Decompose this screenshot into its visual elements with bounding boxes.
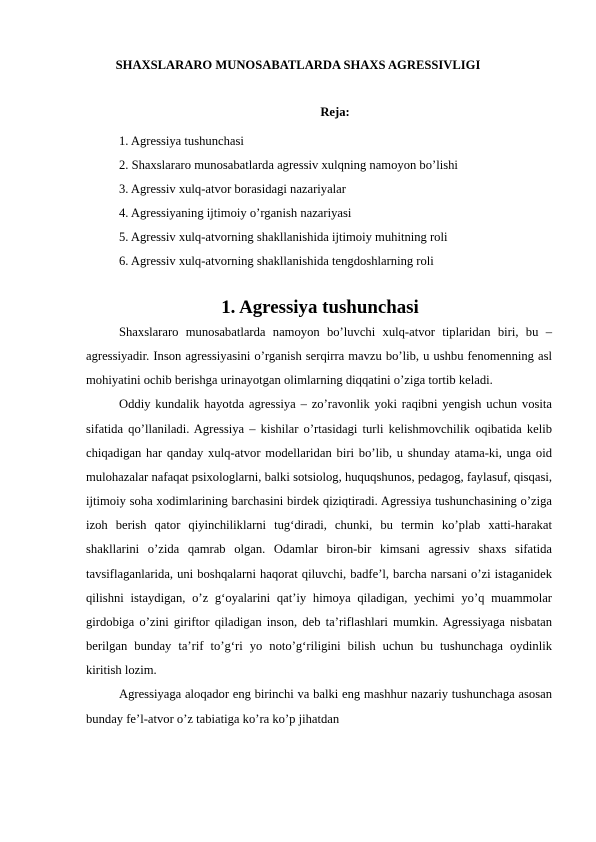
plan-item: 1. Agressiya tushunchasi [119,134,244,148]
body-text [86,320,552,731]
paragraph: Shaxslararo munosabatlarda namoyon bo’luvchi xulq-atvor tiplaridan biri, bu – agressiyadir. Inson agressiyasini o’rganish serqirra mavzu bo’lib, u ushbu fenomenning asl mohiyatini ochib berishga urinayotgan olimlarning diqqatini o’ziga tortib keladi. [86,325,552,388]
paragraph: Agressiyaga aloqador eng birinchi va balki eng mashhur nazariy tushunchaga asosan bunday fe’l-atvor o’z tabiatiga ko’ra ko’p jihatdan [86,687,552,726]
plan-item: 2. Shaxslararo munosabatlarda agressiv xulqning namoyon bo’lishi [119,158,458,172]
plan-heading: Reja: [320,105,350,119]
plan-item: 4. Agressiyaning ijtimoiy o’rganish nazariyasi [119,206,352,220]
plan-list [119,129,458,273]
section-heading: 1. Agressiya tushunchasi [221,297,419,318]
paragraph: Oddiy kundalik hayotda agressiya – zo’ravonlik yoki raqibni yengish uchun vosita sifatida qo’llaniladi. Agressiya – kishilar o’rtasidagi turli kelishmovchilik oqibatida kelib chiqadigan har qanday xulq-atvor modellaridan biri bo’lib, u shunday atama-ki, unga oid mulohazalar nafaqat psixologlarni, balki sotsiolog, huquqshunos, pedagog, faylasuf, qisqasi, ijtimoiy soha xodimlarining barchasini birdek qiziqtiradi. Agressiya tushunchasining o’ziga izoh berish qator qiyinchiliklarni tug‘diradi, chunki, bu termin ko’plab xatti-harakat shakllarini o’zida qamrab olgan. Odamlar biron-bir kimsani agressiv shaxs sifatida tavsiflaganlarida, uni boshqalarni haqorat qiluvchi, badfe’l, barcha narsani o’zi istaganidek qilishni istaydigan, o’z g‘oyalarini qat’iy himoya qiladigan, yechimi yo’q muammolar girdobiga o’zini giriftor qiladigan inson, deb ta’riflashlari mumkin. Agressiyaga nisbatan berilgan bunday ta’rif to’g‘ri yo noto’g‘riligini bilish uchun bu tushunchaga oydinlik kiritish lozim. [86,397,552,678]
document-title: SHAXSLARARO MUNOSABATLARDA SHAXS AGRESSIVLIGI [115,58,481,72]
plan-item: 3. Agressiv xulq-atvor borasidagi nazariyalar [119,182,346,196]
plan-item: 6. Agressiv xulq-atvorning shakllanishida tengdoshlarning roli [119,254,434,268]
plan-item: 5. Agressiv xulq-atvorning shakllanishida ijtimoiy muhitning roli [119,230,448,244]
